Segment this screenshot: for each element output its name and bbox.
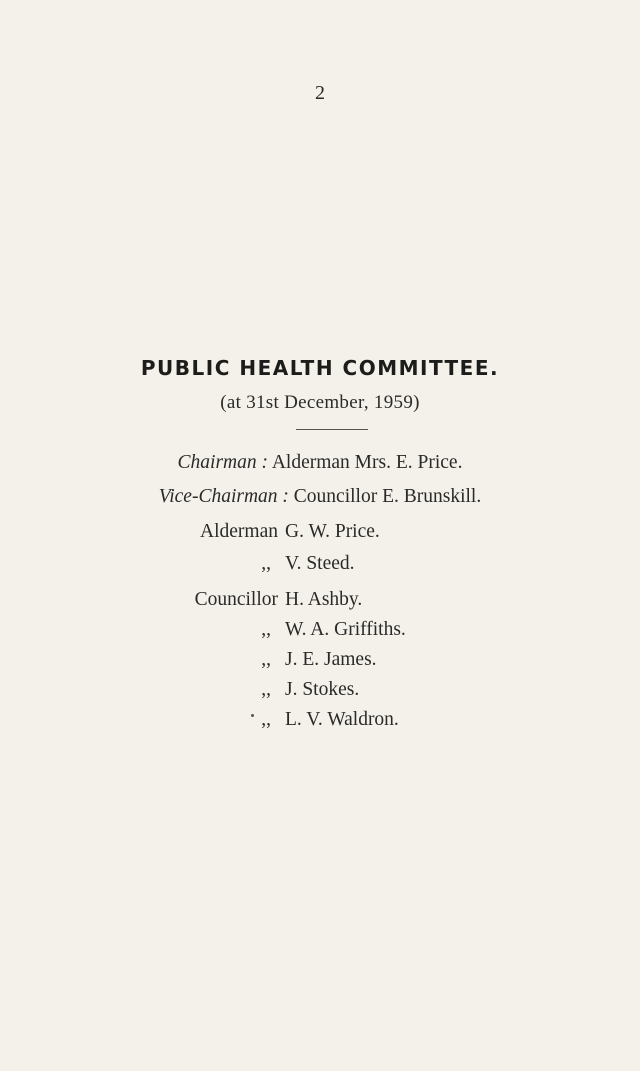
- chairman-role: Chairman :: [177, 452, 269, 473]
- member-list: [0, 521, 640, 739]
- member-row: [0, 619, 640, 649]
- member-row: [0, 649, 640, 679]
- member-name: G. W. Price.: [285, 521, 380, 542]
- member-name: L. V. Waldron.: [285, 709, 399, 730]
- date-subtitle: (at 31st December, 1959): [220, 392, 420, 413]
- vice-chairman-name: Councillor E. Brunskill.: [293, 486, 482, 507]
- vice-chairman-role: Vice-Chairman :: [158, 486, 289, 507]
- member-name: H. Ashby.: [285, 589, 363, 610]
- ditto-mark: ,,: [261, 619, 271, 640]
- member-title: Alderman: [200, 521, 278, 542]
- member-name: V. Steed.: [285, 553, 355, 574]
- member-row: [0, 553, 640, 589]
- member-name: J. Stokes.: [285, 679, 360, 700]
- chairman-name: Alderman Mrs. E. Price.: [271, 452, 463, 473]
- chairman-line: [0, 452, 640, 474]
- member-name: J. E. James.: [285, 649, 377, 670]
- ditto-mark: ,,: [261, 679, 271, 700]
- divider-rule: [296, 429, 368, 430]
- member-row: [0, 679, 640, 709]
- stray-dot: [251, 714, 254, 717]
- member-row: [0, 709, 640, 739]
- member-title: Councillor: [194, 589, 278, 610]
- ditto-mark: ,,: [261, 649, 271, 670]
- member-row: [0, 589, 640, 619]
- page-number: 2: [315, 82, 325, 104]
- vice-chairman-line: [0, 486, 640, 508]
- ditto-mark: ,,: [261, 709, 271, 730]
- page-title: PUBLIC HEALTH COMMITTEE.: [140, 356, 500, 380]
- ditto-mark: ,,: [261, 553, 271, 574]
- member-name: W. A. Griffiths.: [285, 619, 406, 640]
- member-row: [0, 521, 640, 553]
